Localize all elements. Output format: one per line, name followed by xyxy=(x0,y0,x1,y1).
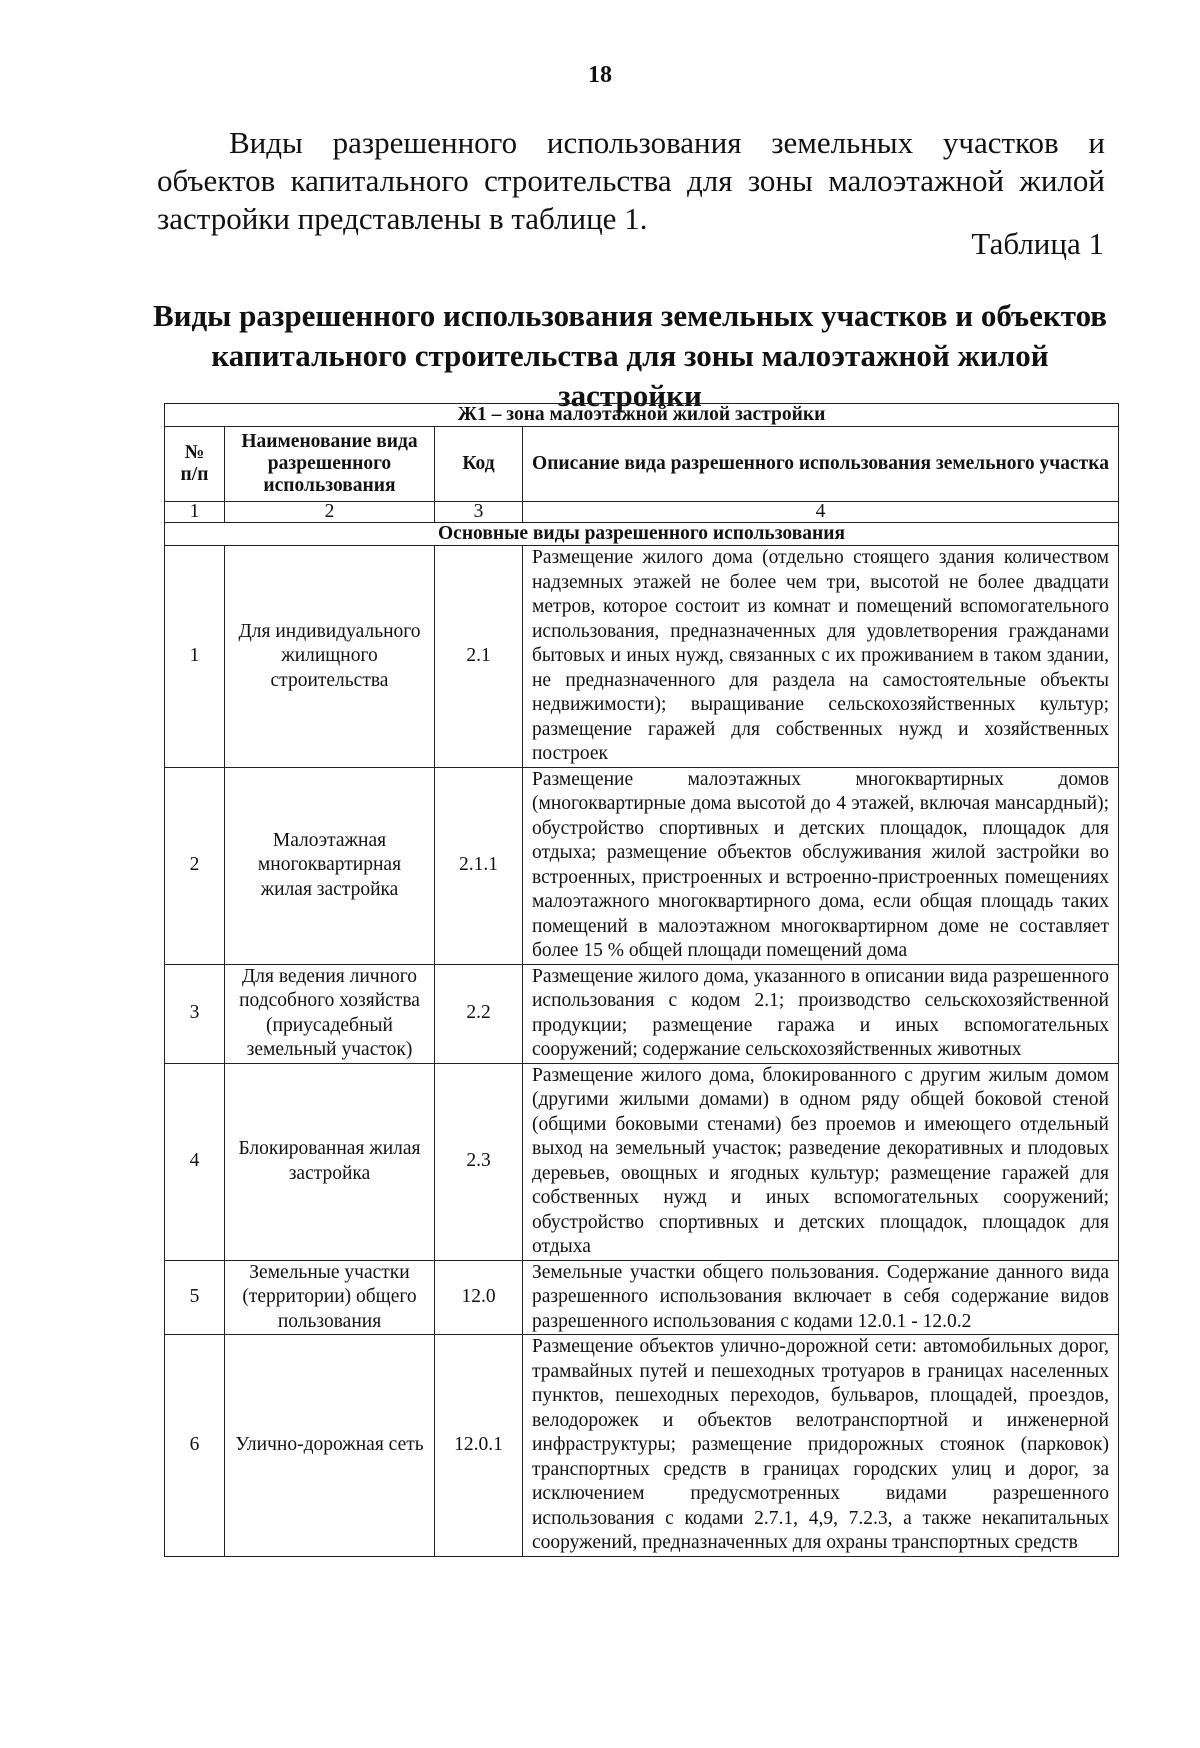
use-description: Размещение малоэтажных многоквартирных домов (многоквартирные дома высотой до 4 этажей, включая мансардный); обустройство спортивных и детских площадок, площадок для отдыха; размещение объектов обслуживания жилой застройки во встроенных, пристроенных и встроенно-пристроенных помещениях малоэтажного многоквартирного дома, если общая площадь таких помещений в малоэтажном многоквартирном доме не составляет более 15 % общей площади помещений дома xyxy=(523,767,1119,964)
use-name: Для ведения личного подсобного хозяйства (приусадебный земельный участок) xyxy=(225,964,435,1063)
use-code: 2.2 xyxy=(435,964,523,1063)
table-row xyxy=(165,1260,1119,1335)
header-description: Описание вида разрешенного использования земельного участка xyxy=(523,427,1119,502)
use-description: Размещение жилого дома (отдельно стоящего здания количеством надземных этажей не более чем три, высотой не более двадцати метров, которое состоит из комнат и помещений вспомогательного использования, предназначенных для удовлетворения гражданами бытовых и иных нужд, связанных с их проживанием в таком здании, не предназначенного для раздела на самостоятельные объекты недвижимости); выращивание сельскохозяйственных культур; размещение гаражей для собственных нужд и хозяйственных построек xyxy=(523,546,1119,768)
table-row xyxy=(165,964,1119,1063)
table-row xyxy=(165,1335,1119,1557)
table-label: Таблица 1 xyxy=(971,226,1104,261)
table-row xyxy=(165,1063,1119,1260)
header-no: № п/п xyxy=(165,427,225,502)
use-code: 12.0 xyxy=(435,1260,523,1335)
column-number: 4 xyxy=(523,502,1119,523)
header-name: Наименование вида разрешенного использования xyxy=(225,427,435,502)
row-number: 1 xyxy=(165,546,225,768)
row-number: 5 xyxy=(165,1260,225,1335)
section-title: Основные виды разрешенного использования xyxy=(165,523,1119,546)
use-code: 12.0.1 xyxy=(435,1335,523,1557)
land-use-table xyxy=(164,403,1119,1557)
column-numbers-row xyxy=(165,502,1119,523)
use-name: Земельные участки (территории) общего пользования xyxy=(225,1260,435,1335)
zone-title: Ж1 – зона малоэтажной жилой застройки xyxy=(165,404,1119,427)
zone-title-row xyxy=(165,404,1119,427)
column-number: 3 xyxy=(435,502,523,523)
row-number: 4 xyxy=(165,1063,225,1260)
use-code: 2.3 xyxy=(435,1063,523,1260)
row-number: 6 xyxy=(165,1335,225,1557)
use-description: Размещение жилого дома, указанного в описании вида разрешенного использования с кодом 2.1; производство сельскохозяйственной продукции; размещение гаража и иных вспомогательных сооружений; содержание сельскохозяйственных животных xyxy=(523,964,1119,1063)
table-row xyxy=(165,767,1119,964)
use-description: Размещение жилого дома, блокированного с другим жилым домом (другими жилыми домами) в одном ряду общей боковой стеной (общими боковыми стенами) без проемов и имеющего отдельный выход на земельный участок; разведение декоративных и плодовых деревьев, овощных и ягодных культур; размещение гаражей для собственных нужд и иных вспомогательных сооружений; обустройство спортивных и детских площадок, площадок для отдыха xyxy=(523,1063,1119,1260)
column-number: 2 xyxy=(225,502,435,523)
intro-paragraph: Виды разрешенного использования земельных участков и объектов капитального строительства для зоны малоэтажной жилой застройки представлены в таблице 1. xyxy=(157,125,1105,236)
page-number: 18 xyxy=(588,62,612,88)
use-name: Малоэтажная многоквартирная жилая застройка xyxy=(225,767,435,964)
row-number: 2 xyxy=(165,767,225,964)
use-description: Земельные участки общего пользования. Содержание данного вида разрешенного использования включает в себя содержание видов разрешенного использования с кодами 12.0.1 - 12.0.2 xyxy=(523,1260,1119,1335)
use-code: 2.1 xyxy=(435,546,523,768)
use-description: Размещение объектов улично-дорожной сети: автомобильных дорог, трамвайных путей и пешеходных тротуаров в границах населенных пунктов, пешеходных переходов, бульваров, площадей, проездов, велодорожек и объектов велотранспортной и инженерной инфраструктуры; размещение придорожных стоянок (парковок) транспортных средств в границах городских улиц и дорог, за исключением предусмотренных видами разрешенного использования с кодами 2.7.1, 4,9, 7.2.3, а также некапитальных сооружений, предназначенных для охраны транспортных средств xyxy=(523,1335,1119,1557)
header-row xyxy=(165,427,1119,502)
section-row xyxy=(165,523,1119,546)
table-title xyxy=(140,296,1120,416)
use-name: Блокированная жилая застройка xyxy=(225,1063,435,1260)
table-title-line-1: Виды разрешенного использования земельных участков и объектов xyxy=(152,298,1108,333)
column-number: 1 xyxy=(165,502,225,523)
use-name: Для индивидуального жилищного строительства xyxy=(225,546,435,768)
table-title-line-2: капитального строительства для зоны малоэтажной жилой застройки xyxy=(211,338,1049,413)
table-row xyxy=(165,546,1119,768)
use-code: 2.1.1 xyxy=(435,767,523,964)
row-number: 3 xyxy=(165,964,225,1063)
use-name: Улично-дорожная сеть xyxy=(225,1335,435,1557)
header-code: Код xyxy=(435,427,523,502)
